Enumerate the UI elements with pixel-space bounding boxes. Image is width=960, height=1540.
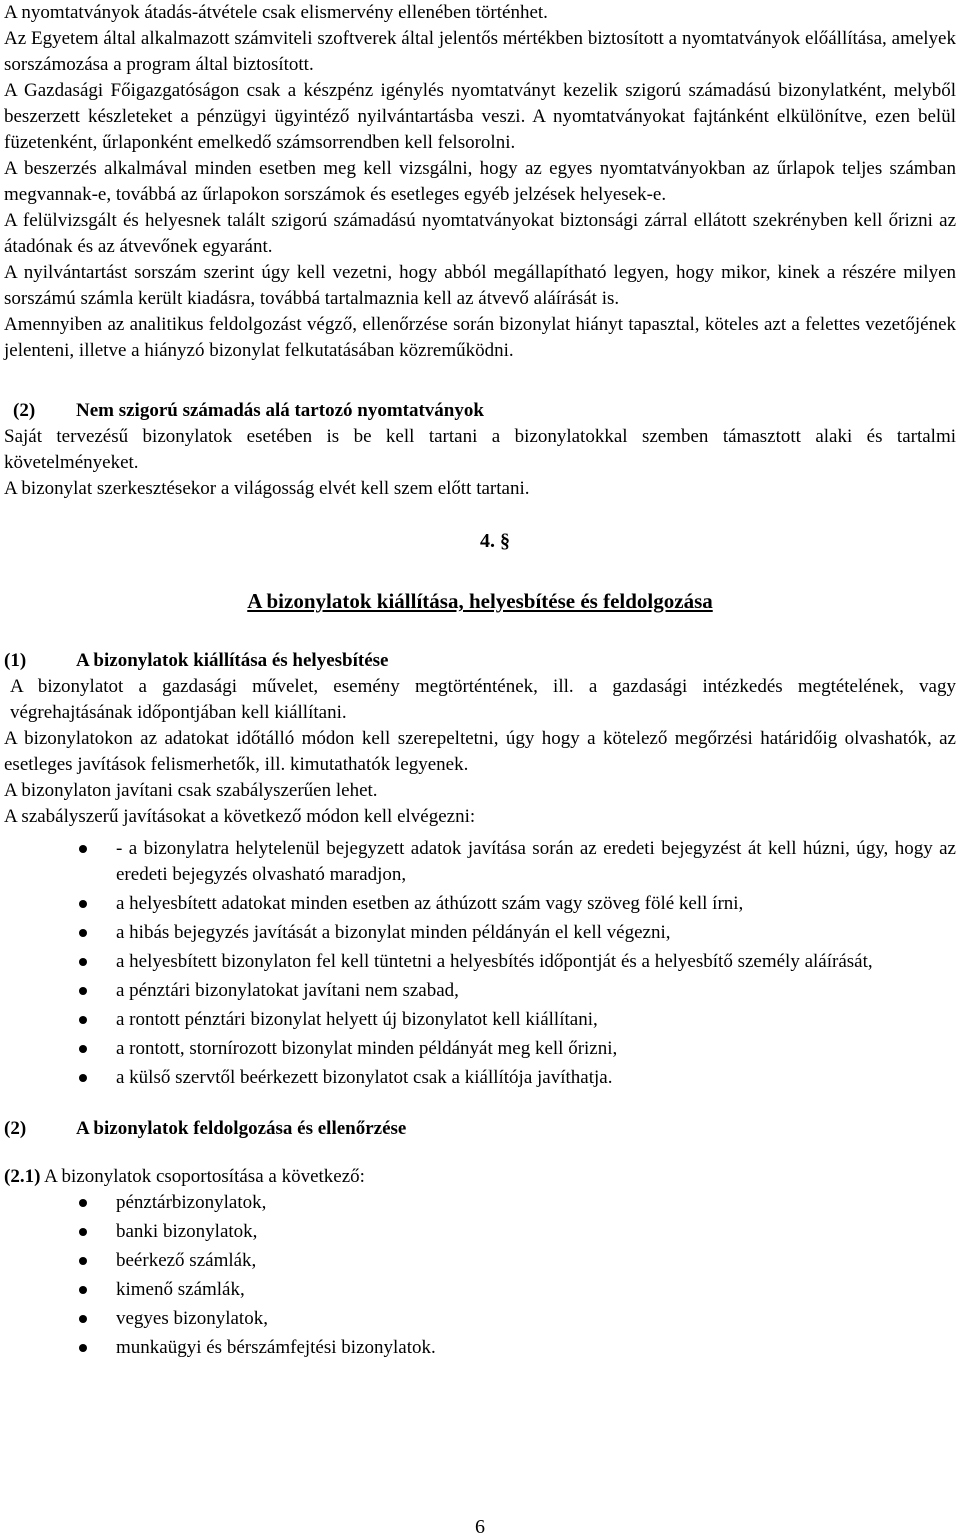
document-page xyxy=(4,0,956,1364)
intro-paragraph: A nyilvántartást sorszám szerint úgy kell vezetni, hogy abból megállapítható legyen, hogy mikor, kinek a részére milyen sorszámú számla került kiadásra, továbbá tartalmaznia kell az átvevő aláírását is. xyxy=(4,262,956,309)
intro-paragraph: A felülvizsgált és helyesnek talált szigorú számadású nyomtatványokat biztonsági zárral ellátott szekrényben kell őrizni az átadónak és az átvevőnek egyaránt. xyxy=(4,210,956,257)
bullet-icon xyxy=(79,958,87,966)
subsection-heading-1 xyxy=(4,648,956,674)
list-item: a helyesbített adatokat minden esetben az áthúzott szám vagy szöveg fölé kell írni, xyxy=(4,891,956,917)
list-item: a hibás bejegyzés javítását a bizonylat minden példányán el kell végezni, xyxy=(4,920,956,946)
subsection-title: Nem szigorú számadás alá tartozó nyomtatványok xyxy=(76,400,484,421)
bullet-icon xyxy=(79,1286,87,1294)
section-number: 4. § xyxy=(480,530,510,552)
list-item: a helyesbített bizonylaton fel kell tüntetni a helyesbítés időpontját és a helyesbítő személy aláírását, xyxy=(4,949,956,975)
subsection-paragraph: A bizonylat szerkesztésekor a világosság elvét kell szem előtt tartani. xyxy=(4,478,530,499)
correction-rules-list xyxy=(4,836,956,1091)
bullet-icon xyxy=(79,987,87,995)
document-groups-list xyxy=(4,1190,956,1361)
list-item: kimenő számlák, xyxy=(4,1277,956,1303)
list-item: a rontott, stornírozott bizonylat minden példányát meg kell őrizni, xyxy=(4,1036,956,1062)
bullet-icon xyxy=(79,900,87,908)
subsection-title: A bizonylatok kiállítása és helyesbítése xyxy=(76,650,389,671)
subsection-paragraph: A bizonylatokon az adatokat időtálló módon kell szerepeltetni, úgy hogy a kötelező megőrzési határidőig olvashatók, az esetleges javítások felismerhetők, ill. kimutathatók legyenek. xyxy=(4,728,956,775)
list-item: pénztárbizonylatok, xyxy=(4,1190,956,1216)
list-item: beérkező számlák, xyxy=(4,1248,956,1274)
list-item: vegyes bizonylatok, xyxy=(4,1306,956,1332)
section-title: A bizonylatok kiállítása, helyesbítése és feldolgozása xyxy=(247,589,713,613)
subsubsection-line xyxy=(4,1164,956,1190)
list-item: - a bizonylatra helytelenül bejegyzett adatok javítása során az eredeti bejegyzést át kell húzni, úgy, hogy az eredeti bejegyzés olvasható maradjon, xyxy=(4,836,956,888)
list-item: munkaügyi és bérszámfejtési bizonylatok. xyxy=(4,1335,956,1361)
subsection-heading-2b xyxy=(4,1116,956,1142)
subsection-number: (2) xyxy=(13,400,36,421)
subsection-number: (2) xyxy=(4,1118,27,1139)
subsubsection-text: A bizonylatok csoportosítása a következő: xyxy=(44,1166,365,1187)
bullet-icon xyxy=(79,1016,87,1024)
intro-paragraph: A nyomtatványok átadás-átvétele csak elismervény ellenében történhet. xyxy=(4,2,548,23)
list-item: a pénztári bizonylatokat javítani nem szabad, xyxy=(4,978,956,1004)
subsection-heading-2 xyxy=(4,398,956,424)
bullet-icon xyxy=(79,1257,87,1265)
bullet-icon xyxy=(79,845,87,853)
intro-paragraph: A Gazdasági Főigazgatóságon csak a készpénz igénylés nyomtatványt kezelik szigorú számadású bizonylatként, melyből beszerzett készleteket a pénzügyi ügyintéző nyilvántartásba veszi. A nyomtatványokat fajtánként elkülönítve, ezen belül füzetenként, űrlaponként emelkedő számsorrendben kell felsorolni. xyxy=(4,80,956,153)
subsubsection-number: (2.1) xyxy=(4,1166,41,1187)
bullet-icon xyxy=(79,929,87,937)
subsection-title: A bizonylatok feldolgozása és ellenőrzése xyxy=(76,1118,407,1139)
list-item: banki bizonylatok, xyxy=(4,1219,956,1245)
intro-paragraph: A beszerzés alkalmával minden esetben meg kell vizsgálni, hogy az egyes nyomtatványokban az űrlapok teljes számban megvannak-e, továbbá az űrlapokon sorszámok és esetleges egyéb jelzések helyesek-e. xyxy=(4,158,956,205)
bullet-icon xyxy=(79,1199,87,1207)
bullet-icon xyxy=(79,1315,87,1323)
intro-paragraph: Amennyiben az analitikus feldolgozást végző, ellenőrzése során bizonylat hiányt tapasztal, köteles azt a felettes vezetőjének jelenteni, illetve a hiányzó bizonylat felkutatásában közreműködni. xyxy=(4,314,956,361)
bullet-icon xyxy=(79,1344,87,1352)
bullet-icon xyxy=(79,1045,87,1053)
intro-paragraph: Az Egyetem által alkalmazott számviteli szoftverek által jelentős mértékben biztosított a nyomtatványok előállítása, amelyek sorszámozása a program által biztosított. xyxy=(4,28,956,75)
subsection-paragraph: A szabályszerű javításokat a következő módon kell elvégezni: xyxy=(4,806,476,827)
subsection-paragraph: A bizonylatot a gazdasági művelet, esemény megtörténtének, ill. a gazdasági intézkedés megtételének, vagy végrehajtásának időpontjában kell kiállítani. xyxy=(10,676,956,723)
subsection-paragraph: Saját tervezésű bizonylatok esetében is be kell tartani a bizonylatokkal szemben támasztott alaki és tartalmi követelményeket. xyxy=(4,426,956,473)
list-item: a rontott pénztári bizonylat helyett új bizonylatot kell kiállítani, xyxy=(4,1007,956,1033)
subsection-number: (1) xyxy=(4,650,27,671)
bullet-icon xyxy=(79,1074,87,1082)
bullet-icon xyxy=(79,1228,87,1236)
page-number: 6 xyxy=(475,1516,485,1538)
list-item: a külső szervtől beérkezett bizonylatot csak a kiállítója javíthatja. xyxy=(4,1065,956,1091)
subsection-paragraph: A bizonylaton javítani csak szabályszerűen lehet. xyxy=(4,780,378,801)
